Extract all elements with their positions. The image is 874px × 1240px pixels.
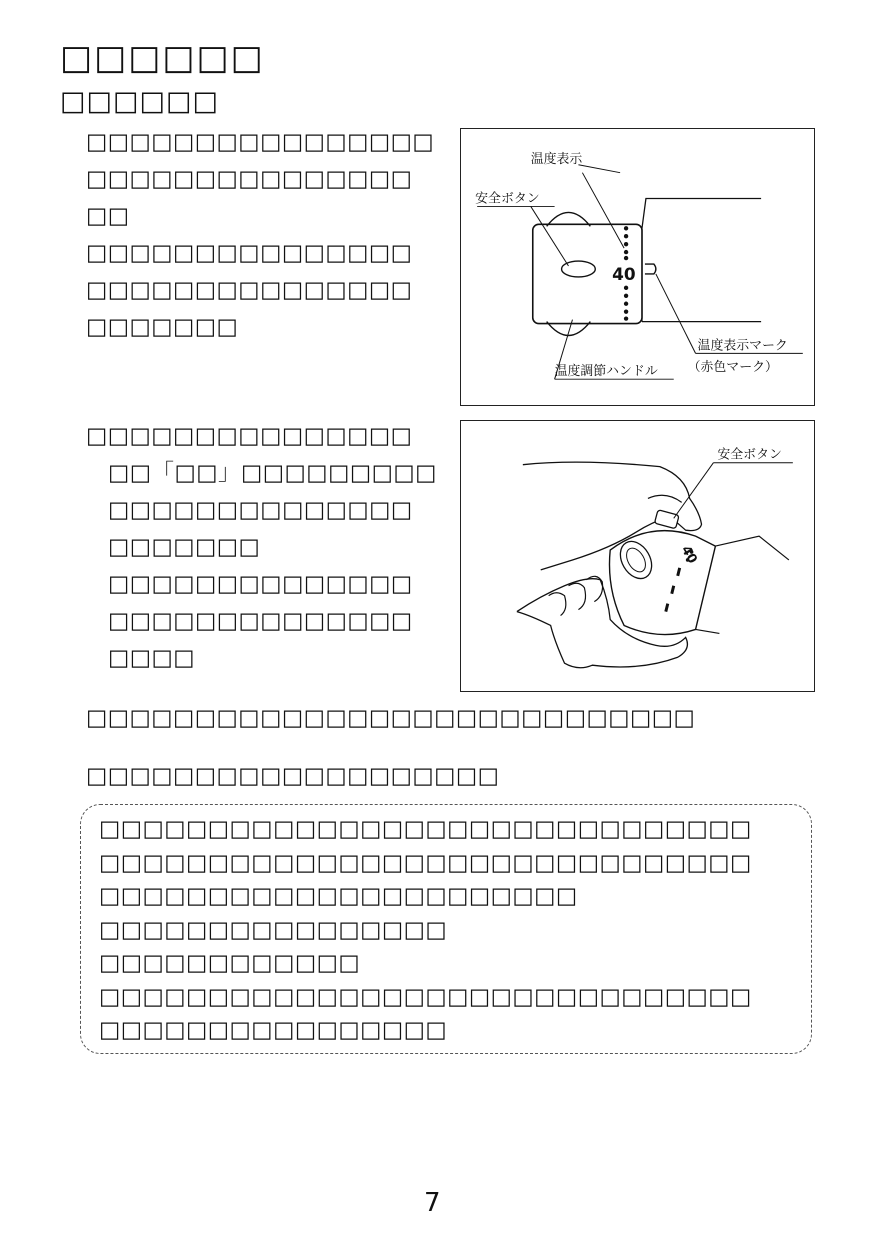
paragraph-line: □□□□□□□□□□□□□□ (108, 571, 413, 597)
label-red-mark: （赤色マーク） (687, 360, 778, 376)
paragraph-line: □□□□□□□□□□□□□□ (108, 497, 413, 523)
paragraph-line: □□□□□□□□□□□□□□ (108, 608, 413, 634)
page-number: 7 (424, 1188, 441, 1218)
paragraph-line: □□ (86, 203, 130, 229)
paragraph-line: □□□□□□□ (86, 314, 239, 340)
note-text (99, 813, 752, 1048)
paragraph-line: □□□□□□□□□□□□□□□□ (86, 129, 435, 155)
paragraph-2 (86, 418, 437, 677)
handle-diagram-svg (461, 129, 814, 405)
label-temp-mark: 温度表示マーク (697, 338, 788, 354)
label-safety-button: 安全ボタン (717, 447, 782, 463)
dial-value-text: 40 (677, 543, 700, 567)
note-line: □□□□□□□□□□□□□□□□□□□□□□□□□□□□□□ (99, 849, 752, 876)
paragraph-line: □□□□□□□ (108, 534, 261, 560)
figure-hand-diagram (460, 420, 815, 692)
note-line: □□□□□□□□□□□□ (99, 950, 361, 976)
note-line: □□□□□□□□□□□□□□□□ (99, 1017, 448, 1043)
paragraph-3 (86, 700, 695, 737)
figure-handle-diagram (460, 128, 815, 406)
note-line: □□□□□□□□□□□□□□□□ (99, 916, 448, 943)
label-handle: 温度調節ハンドル (554, 364, 658, 380)
paragraph-line: □□□□□□□□□□□□□□□ (86, 240, 413, 266)
label-temp-display: 温度表示 (530, 151, 583, 167)
paragraph-4 (86, 758, 499, 795)
note-line: □□□□□□□□□□□□□□□□□□□□□□□□□□□□□□ (99, 983, 752, 1010)
note-line: □□□□□□□□□□□□□□□□□□□□□□ (99, 883, 578, 909)
paragraph-1 (86, 124, 434, 346)
paragraph-line: □□□□□□□□□□□□□□□ (86, 423, 413, 449)
paragraph-line: □□□□□□□□□□□□□□□□□□□ (86, 763, 500, 789)
label-safety-button: 安全ボタン (475, 191, 540, 207)
caution-note-box (80, 804, 812, 1054)
note-line: □□□□□□□□□□□□□□□□□□□□□□□□□□□□□□ (99, 816, 752, 842)
section-title: □□□□□□ (60, 38, 265, 78)
hand-diagram-svg (461, 421, 814, 691)
paragraph-line: □□□□ (108, 645, 196, 671)
subsection-title: □□□□□□ (60, 86, 220, 117)
paragraph-line: □□□□□□□□□□□□□□□ (86, 277, 413, 303)
paragraph-line: □□□□□□□□□□□□□□□ (86, 166, 413, 192)
paragraph-line: □□□□□□□□□□□□□□□□□□□□□□□□□□□□ (86, 705, 696, 731)
dial-value-text: 40 (612, 263, 636, 284)
paragraph-line: □□「□□」□□□□□□□□□ (108, 460, 437, 486)
